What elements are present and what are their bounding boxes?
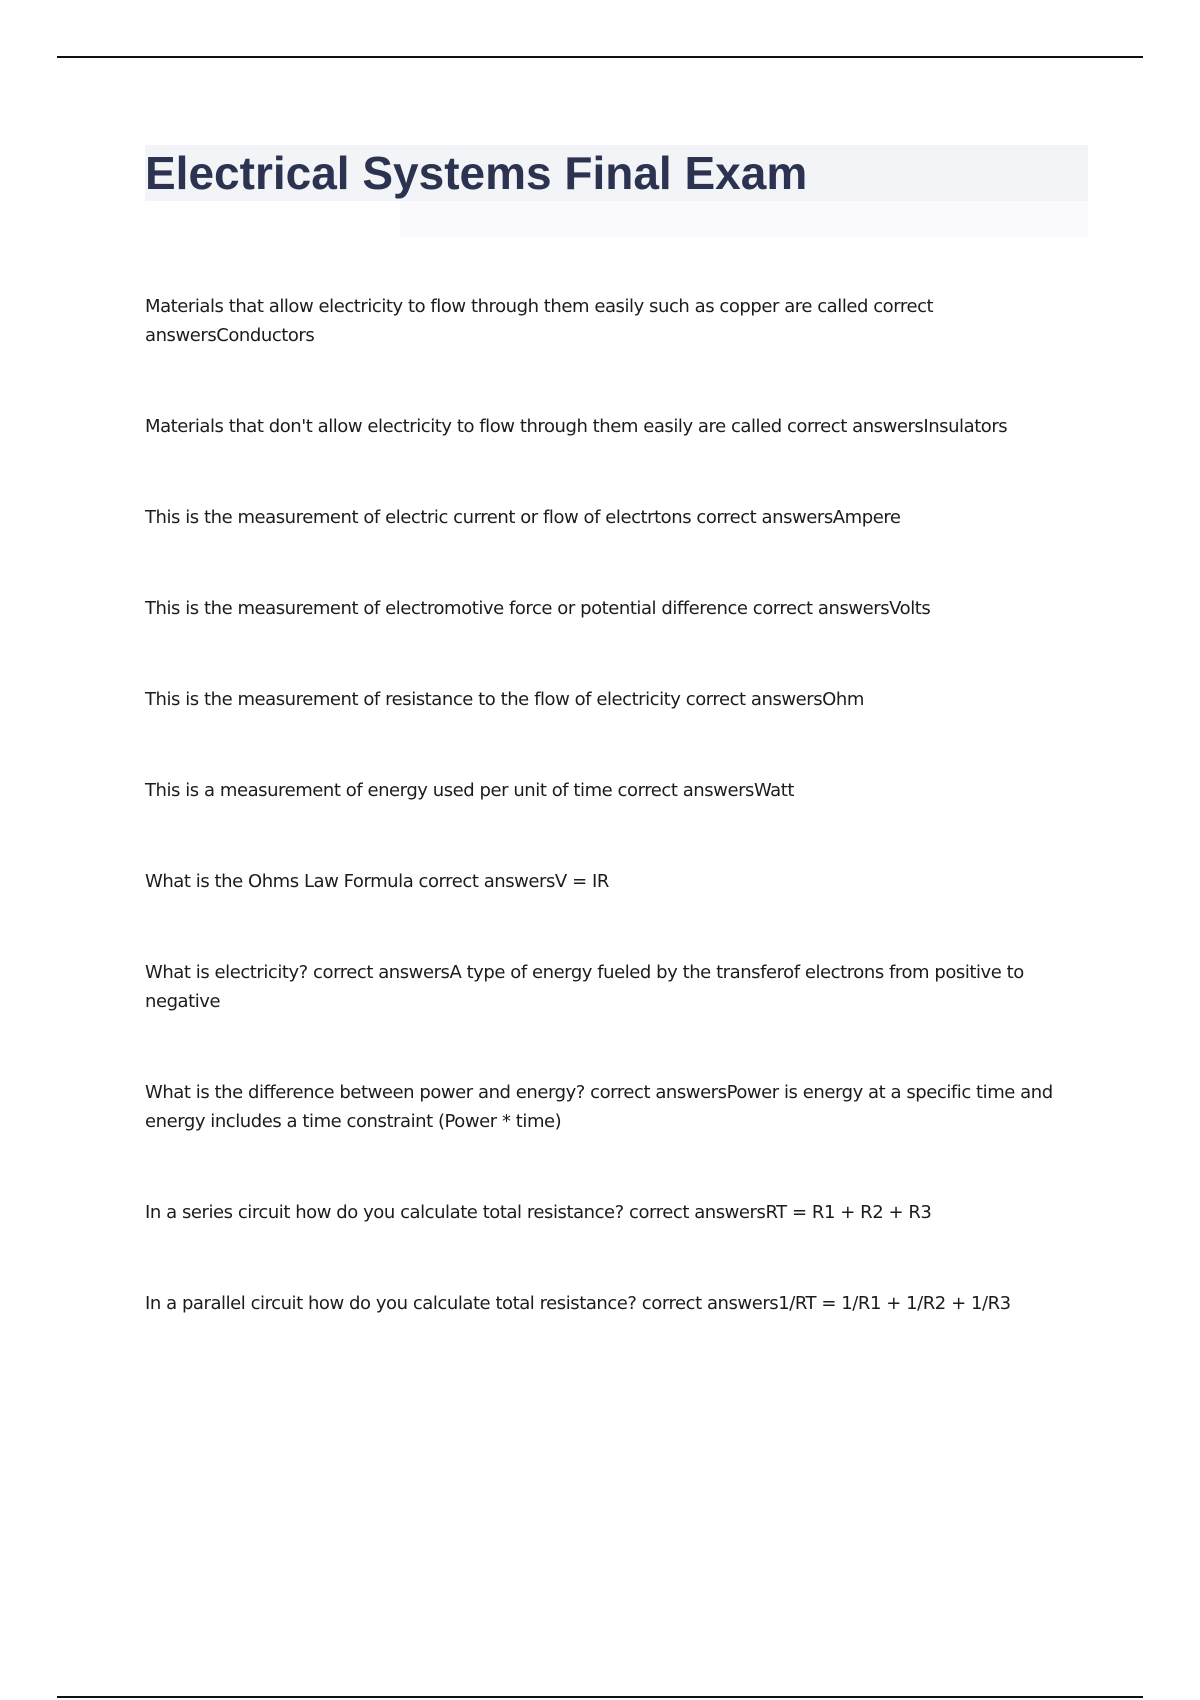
qa-item: In a parallel circuit how do you calculate total resistance? correct answers1/RT = 1/R1 + 1/R2 + 1/R3 xyxy=(145,1293,1011,1314)
title-highlight-lower xyxy=(400,201,1088,237)
qa-item: In a series circuit how do you calculate total resistance? correct answersRT = R1 + R2 + R3 xyxy=(145,1202,932,1223)
top-divider xyxy=(57,56,1143,58)
document-title: Electrical Systems Final Exam xyxy=(145,147,808,199)
qa-item: What is the Ohms Law Formula correct answersV = IR xyxy=(145,871,609,892)
qa-item: This is the measurement of electromotive force or potential difference correct answersVolts xyxy=(145,598,931,619)
qa-item: This is a measurement of energy used per unit of time correct answersWatt xyxy=(145,780,794,801)
qa-item: Materials that allow electricity to flow through them easily such as copper are called correct answersConductors xyxy=(145,296,934,346)
question-answer-list xyxy=(145,292,1075,1380)
qa-item: This is the measurement of resistance to the flow of electricity correct answersOhm xyxy=(145,689,864,710)
bottom-divider xyxy=(57,1696,1143,1698)
qa-item: This is the measurement of electric current or flow of electrtons correct answersAmpere xyxy=(145,507,901,528)
qa-item: What is electricity? correct answersA type of energy fueled by the transferof electrons from positive to negative xyxy=(145,962,1024,1012)
title-block xyxy=(145,145,1088,237)
qa-item: What is the difference between power and energy? correct answersPower is energy at a specific time and energy includes a time constraint (Power * time) xyxy=(145,1082,1053,1132)
qa-item: Materials that don't allow electricity to flow through them easily are called correct answersInsulators xyxy=(145,416,1008,437)
